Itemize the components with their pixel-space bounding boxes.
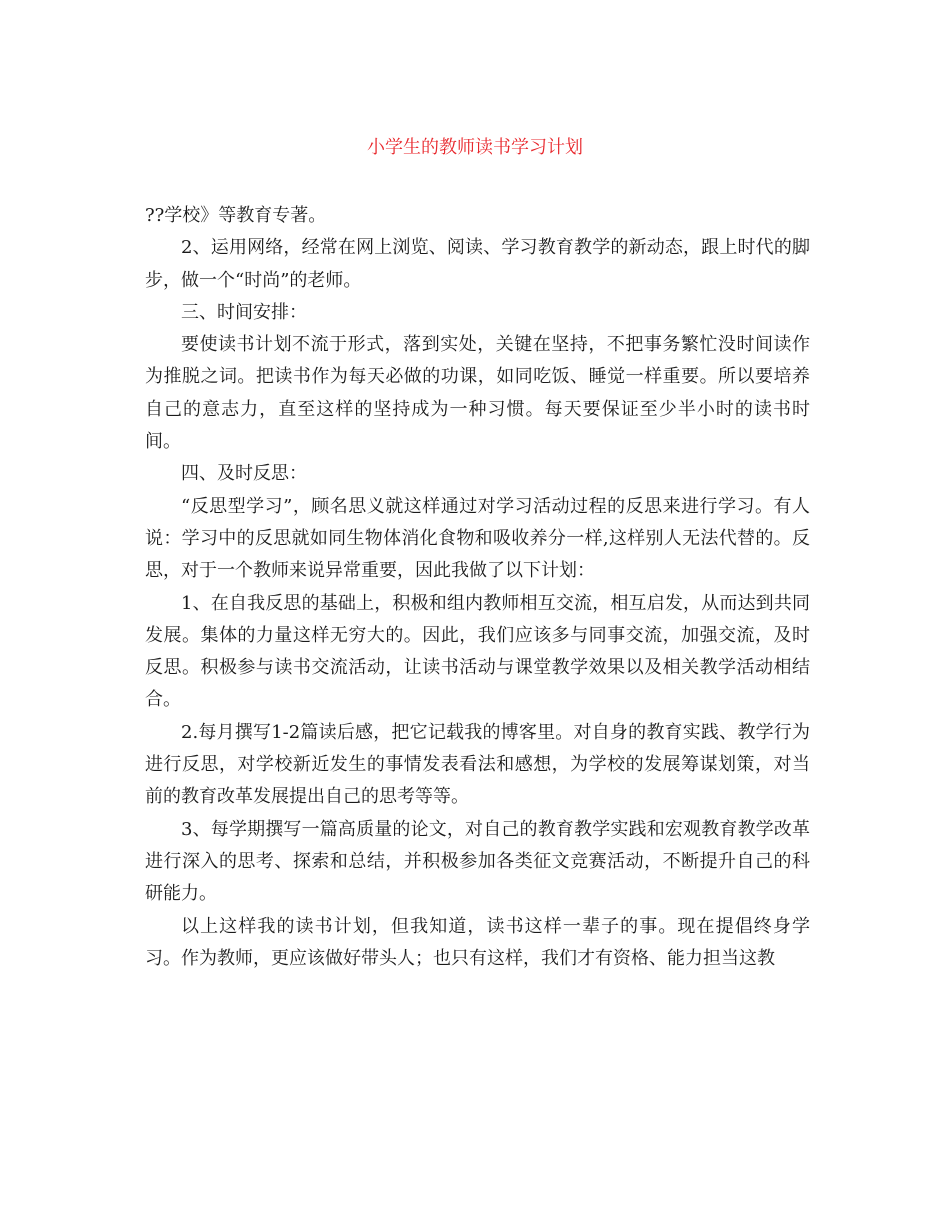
- section-heading-schedule: 三、时间安排：: [181, 301, 307, 323]
- paragraph-conclusion: 以上这样我的读书计划，但我知道，读书这样一辈子的事。现在提倡终身学习。作为教师，更应该做好带头人；也只有这样，我们才有资格、能力担当这教: [145, 915, 810, 969]
- paragraph-reflection-intro: “反思型学习”，顾名思义就这样通过对学习活动过程的反思来进行学习。有人说：学习中的反思就如同生物体消化食物和吸收养分一样,这样别人无法代替的。反思，对于一个教师来说异常重要，因此我做了以下计划：: [145, 495, 810, 582]
- paragraph-schedule: 要使读书计划不流于形式，落到实处，关键在坚持，不把事务繁忙没时间读作为推脱之词。把读书作为每天必做的功课，如同吃饭、睡觉一样重要。所以要培养自己的意志力，直至这样的坚持成为一种习惯。每天要保证至少半小时的读书时间。: [145, 334, 810, 453]
- paragraph-plan-item-1: 1、在自我反思的基础上，积极和组内教师相互交流，相互启发，从而达到共同发展。集体的力量这样无穷大的。因此，我们应该多与同事交流，加强交流，及时反思。积极参与读书交流活动，让读书活动与课堂教学效果以及相关教学活动相结合。: [145, 592, 810, 711]
- paragraph-plan-item-3: 3、每学期撰写一篇高质量的论文，对自己的教育教学实践和宏观教育教学改革进行深入的思考、探索和总结，并积极参加各类征文竞赛活动，不断提升自己的科研能力。: [145, 818, 810, 905]
- paragraph-network-learning: 2、运用网络，经常在网上浏览、阅读、学习教育教学的新动态，跟上时代的脚步，做一个“时尚”的老师。: [145, 237, 810, 291]
- section-heading-reflection: 四、及时反思：: [181, 463, 307, 485]
- document-body: [145, 200, 810, 975]
- paragraph-plan-item-2: 2.每月撰写1-2篇读后感，把它记载我的博客里。对自身的教育实践、教学行为进行反思，对学校新近发生的事情发表看法和感想，为学校的发展筹谋划策，对当前的教育改革发展提出自己的思考等等。: [145, 721, 810, 808]
- document-title: 小学生的教师读书学习计划: [367, 137, 583, 158]
- paragraph-continuation: ??学校》等教育专著。: [145, 205, 327, 226]
